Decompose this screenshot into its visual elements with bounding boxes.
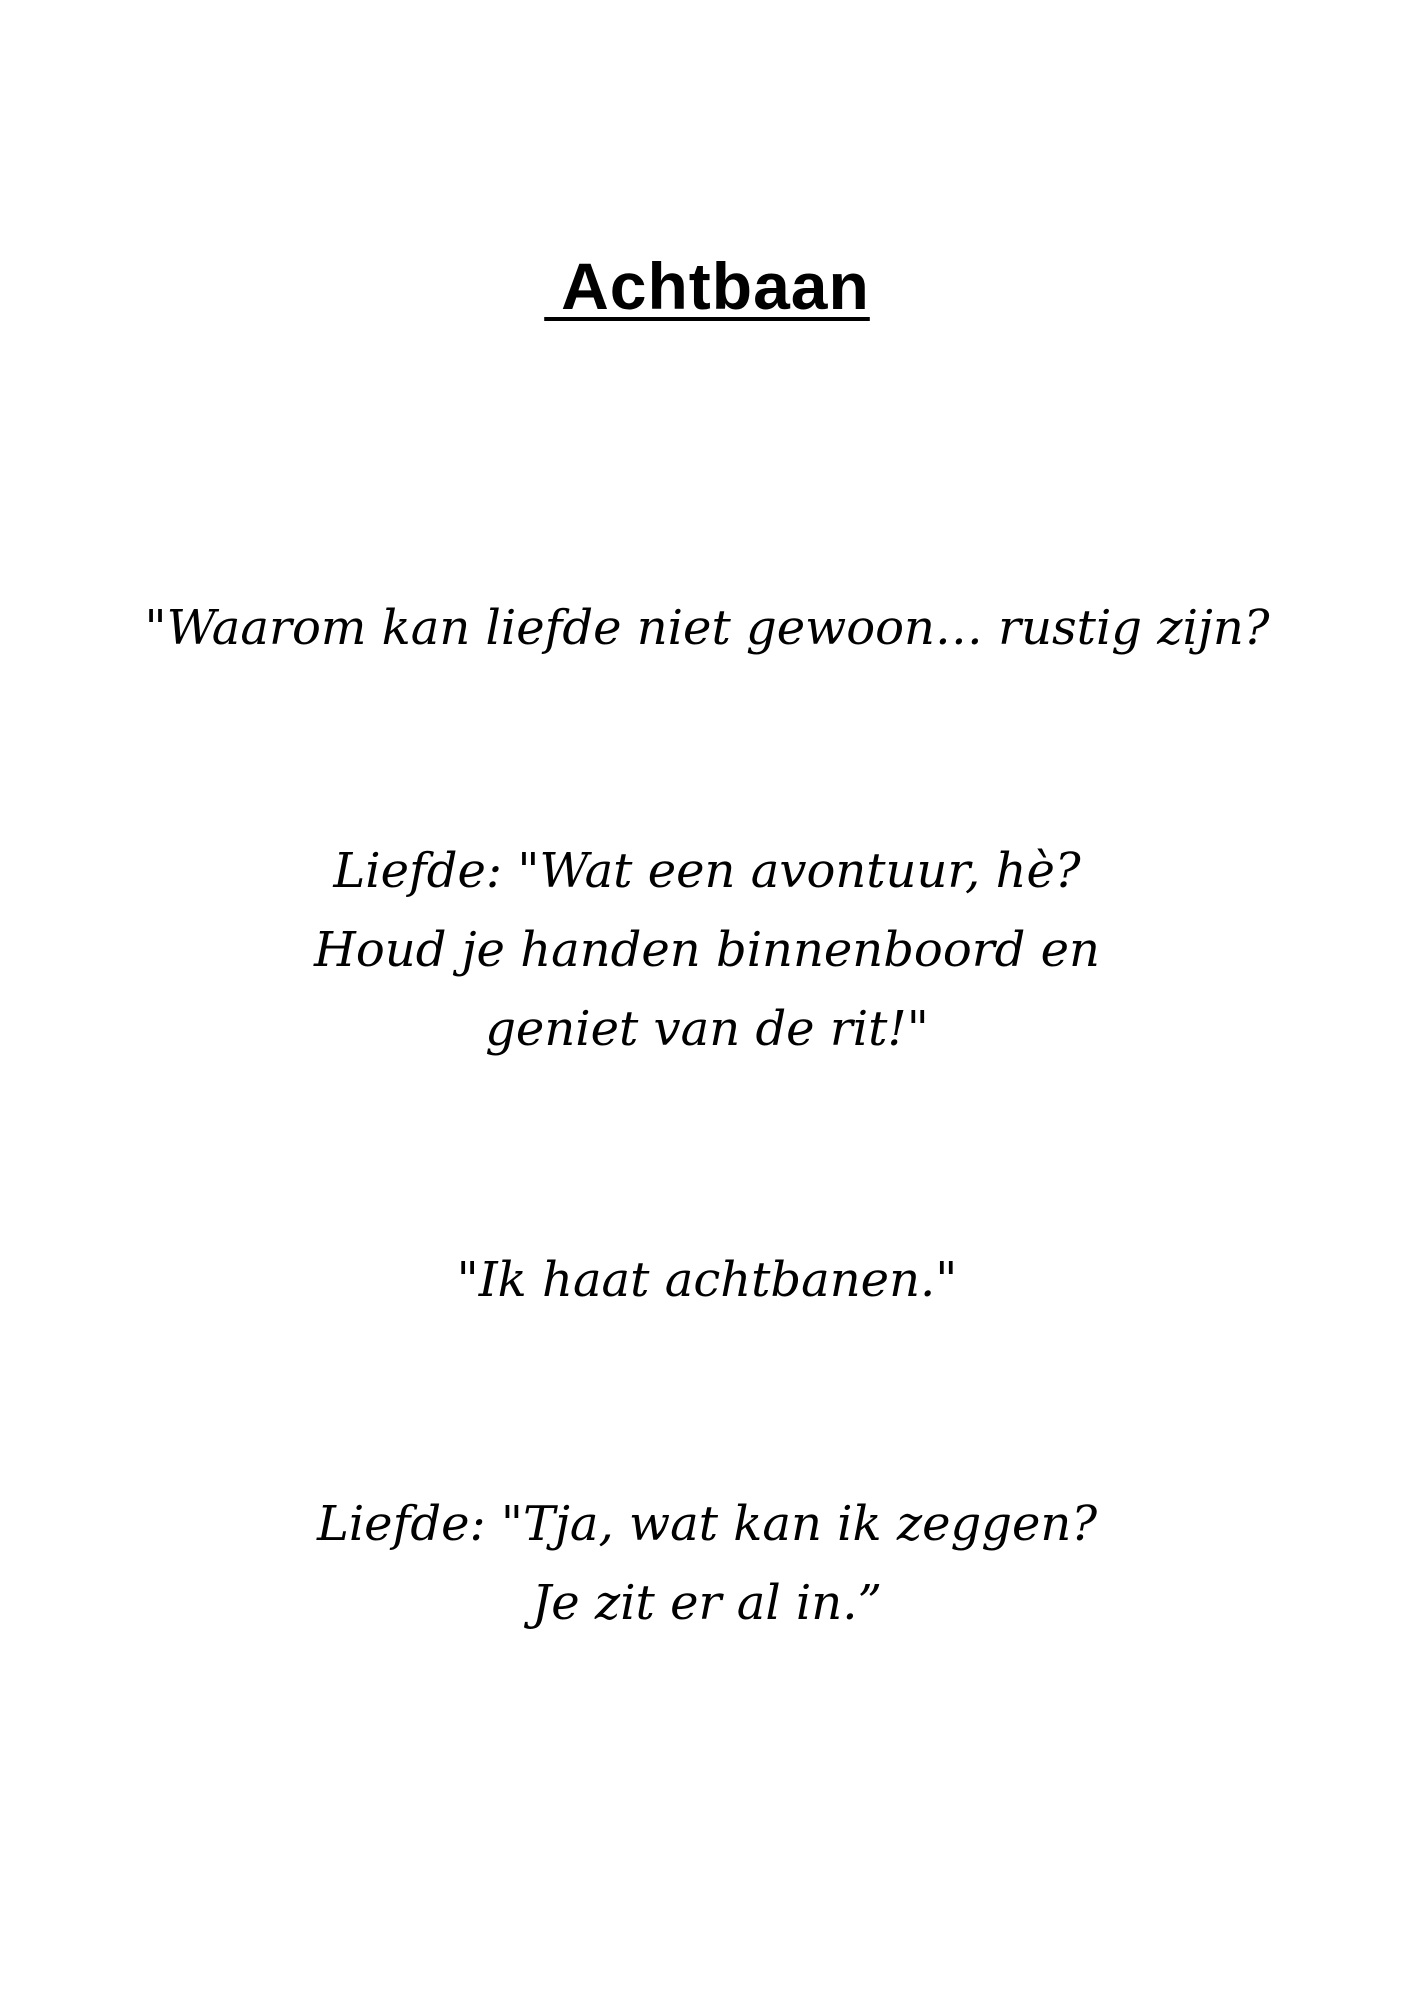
stanza-line: Houd je handen binnenboord en [314,922,1100,978]
poem-title-text: Achtbaan [544,249,870,323]
stanza-3 [0,1241,1414,1320]
stanza-line: Liefde: "Tja, wat kan ik zeggen? [316,1496,1098,1552]
stanza-line: "Waarom kan liefde niet gewoon… rustig zijn? [144,600,1270,656]
stanza-line: Je zit er al in.” [532,1575,882,1631]
stanza-4 [0,1485,1414,1643]
stanza-line: Liefde: "Wat een avontuur, hè? [333,843,1081,899]
stanza-line: geniet van de rit!" [485,1001,929,1057]
stanza-2 [0,832,1414,1069]
poem-title [0,246,1414,326]
stanza-1 [0,589,1414,668]
stanza-line: "Ik haat achtbanen." [456,1252,958,1308]
